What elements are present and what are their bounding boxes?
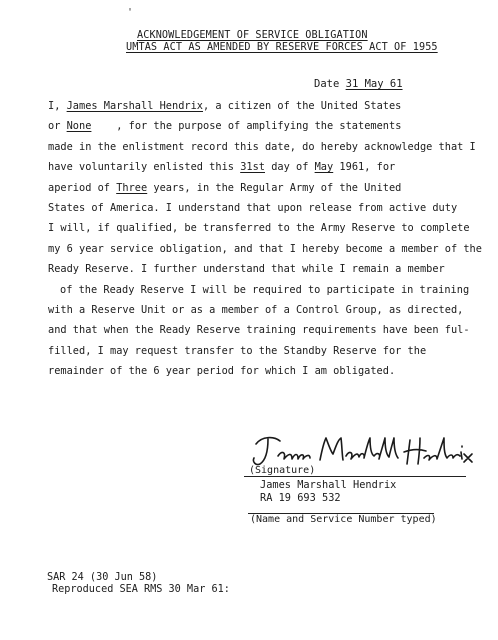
signature-label: (Signature) [249, 465, 316, 476]
signature-line [244, 476, 466, 477]
date-value: 31 May 61 [345, 78, 403, 90]
body-line: or None , for the purpose of amplifying the statements [48, 120, 402, 133]
date-label: Date [314, 78, 340, 90]
body-line: filled, I may request transfer to the Standby Reserve for the [48, 344, 427, 357]
body-line: my 6 year service obligation, and that I hereby become a member of the [48, 242, 482, 255]
date-line [314, 78, 403, 90]
body-line: remainder of the 6 year period for which I am obligated. [48, 365, 396, 378]
enlist-years: Three [116, 181, 148, 194]
service-number: RA 19 693 532 [260, 492, 341, 504]
form-subtitle: UMTAS ACT AS AMENDED BY RESERVE FORCES ACT OF 1955 [126, 42, 438, 53]
body-line: of the Ready Reserve I will be required to participate in training [60, 283, 470, 296]
enlist-month: May [314, 161, 334, 174]
body-line: aperiod of Three years, in the Regular Army of the United [48, 181, 402, 194]
form-number: SAR 24 (30 Jun 58) [47, 572, 158, 583]
typed-name: James Marshall Hendrix [260, 479, 397, 491]
body-line: I, James Marshall Hendrix, a citizen of the United States [48, 100, 402, 112]
body-line: I will, if qualified, be transferred to the Army Reserve to complete [48, 222, 470, 235]
reproduction-note: Reproduced SEA RMS 30 Mar 61: [52, 584, 230, 595]
body-line: and that when the Ready Reserve training requirements have been ful- [48, 324, 470, 337]
acknowledgement-body [48, 96, 482, 382]
body-line: with a Reserve Unit or as a member of a Control Group, as directed, [48, 304, 464, 317]
body-line: have voluntarily enlisted this 31st day of May 1961, for [48, 161, 396, 174]
enlist-day: 31st [240, 161, 265, 174]
page-mark: ' [127, 7, 134, 18]
form-title: ACKNOWLEDGEMENT OF SERVICE OBLIGATION [137, 30, 368, 41]
body-line: States of America. I understand that upon release from active duty [48, 202, 458, 215]
body-line: Ready Reserve. I further understand that while I remain a member [48, 263, 445, 276]
other-citizenship: None [66, 120, 92, 133]
enlistee-name: James Marshall Hendrix [66, 100, 203, 112]
body-line: made in the enlistment record this date, do hereby acknowledge that I [48, 140, 476, 153]
name-service-caption: (Name and Service Number typed) [250, 514, 437, 525]
